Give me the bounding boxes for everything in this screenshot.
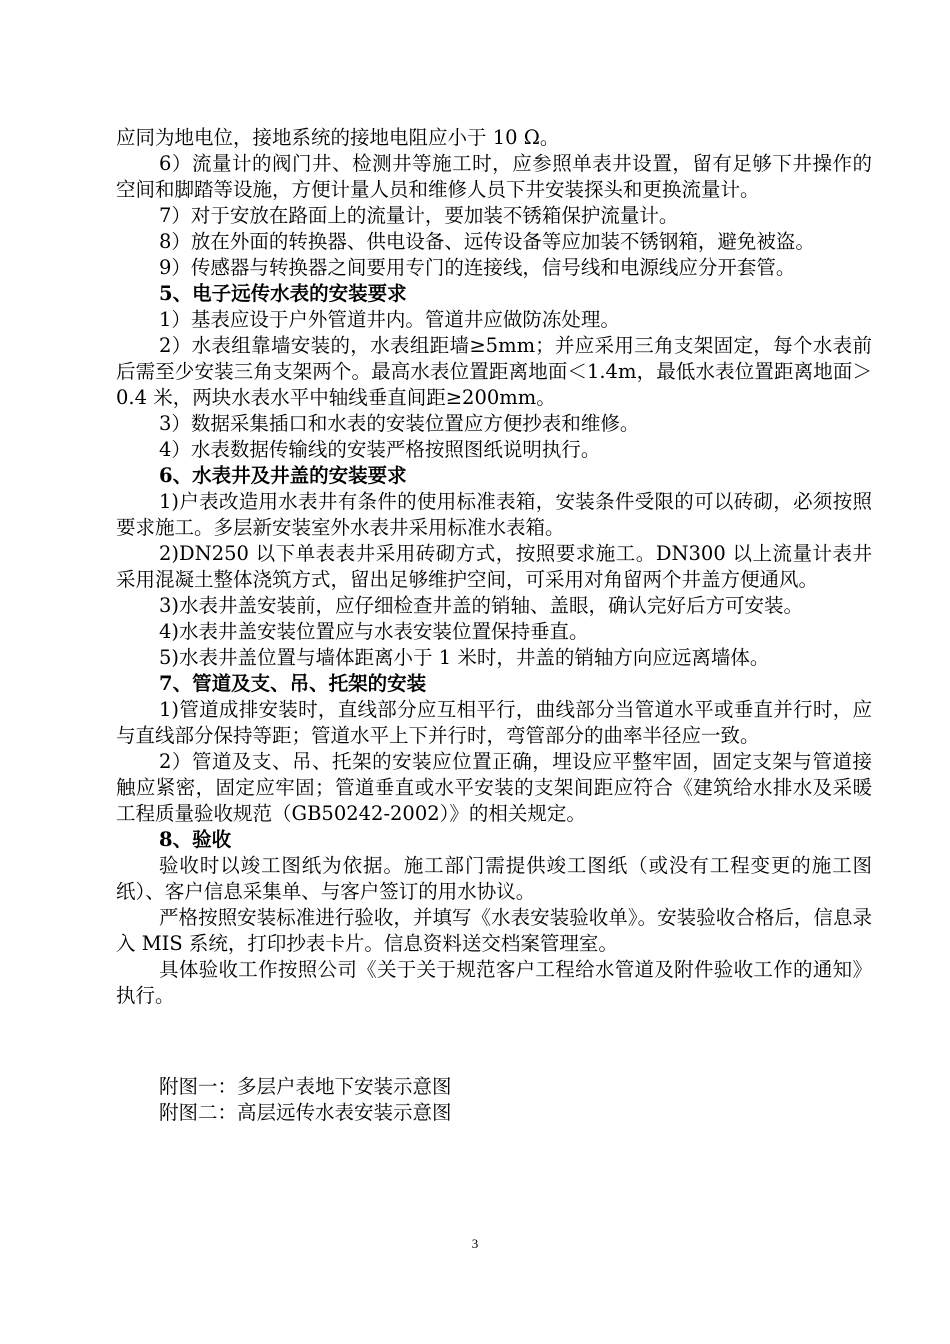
paragraph: 7）对于安放在路面上的流量计，要加装不锈箱保护流量计。: [159, 204, 679, 227]
blank-line: [116, 1029, 872, 1055]
paragraph: 3）数据采集插口和水表的安装位置应方便抄表和维修。: [159, 412, 640, 435]
paragraph: 4)水表井盖安装位置应与水表安装位置保持垂直。: [159, 620, 589, 643]
page-number: 3: [471, 1236, 479, 1251]
paragraph: 验收时以竣工图纸为依据。施工部门需提供竣工图纸（或没有工程变更的施工图纸）、客户信息采集单、与客户签订的用水协议。: [116, 854, 872, 903]
paragraph: 6）流量计的阀门井、检测井等施工时，应参照单表井设置，留有足够下井操作的空间和脚踏等设施，方便计量人员和维修人员下井安装探头和更换流量计。: [116, 152, 872, 201]
paragraph: 2)DN250 以下单表表井采用砖砌方式，按照要求施工。DN300 以上流量计表井采用混凝土整体浇筑方式，留出足够维护空间，可采用对角留两个井盖方便通风。: [116, 542, 872, 591]
section-heading: 8、验收: [159, 828, 232, 851]
paragraph: 5)水表井盖位置与墙体距离小于 1 米时，井盖的销轴方向应远离墙体。: [159, 646, 770, 669]
paragraph: 1）基表应设于户外管道井内。管道井应做防冻处理。: [159, 308, 620, 331]
paragraph: 4）水表数据传输线的安装严格按照图纸说明执行。: [159, 438, 601, 461]
paragraph: 1)管道成排安装时，直线部分应互相平行，曲线部分当管道水平或垂直并行时，应与直线部分保持等距；管道水平上下并行时，弯管部分的曲率半径应一致。: [116, 698, 872, 747]
paragraph: 1)户表改造用水表井有条件的使用标准表箱，安装条件受限的可以砖砌，必须按照要求施工。多层新安装室外水表井采用标准水表箱。: [116, 490, 872, 539]
paragraph: 具体验收工作按照公司《关于关于规范客户工程给水管道及附件验收工作的通知》执行。: [116, 958, 872, 1007]
paragraph: 附图一：多层户表地下安装示意图: [159, 1075, 452, 1098]
document-body: [116, 125, 872, 1126]
section-heading: 7、管道及支、吊、托架的安装: [159, 672, 427, 695]
paragraph: 严格按照安装标准进行验收，并填写《水表安装验收单》。安装验收合格后，信息录入 MIS 系统，打印抄表卡片。信息资料送交档案管理室。: [116, 906, 872, 955]
paragraph: 8）放在外面的转换器、供电设备、远传设备等应加装不锈钢箱，避免被盗。: [159, 230, 815, 253]
paragraph: 9）传感器与转换器之间要用专门的连接线，信号线和电源线应分开套管。: [159, 256, 796, 279]
paragraph: 附图二：高层远传水表安装示意图: [159, 1101, 452, 1124]
section-heading: 6、水表井及井盖的安装要求: [159, 464, 407, 487]
section-heading: 5、电子远传水表的安装要求: [159, 282, 407, 305]
paragraph: 2）管道及支、吊、托架的安装应位置正确，埋设应平整牢固，固定支架与管道接触应紧密，固定应牢固；管道垂直或水平安装的支架间距应符合《建筑给水排水及采暖工程质量验收规范（GB50242-2002）》的相关规定。: [116, 750, 872, 825]
paragraph: 3)水表井盖安装前，应仔细检查井盖的销轴、盖眼，确认完好后方可安装。: [159, 594, 804, 617]
paragraph: 应同为地电位，接地系统的接地电阻应小于 10 Ω。: [116, 126, 560, 149]
paragraph: 2）水表组靠墙安装的，水表组距墙≥5mm；并应采用三角支架固定，每个水表前后需至少安装三角支架两个。最高水表位置距离地面＜1.4m，最低水表位置距离地面＞0.4 米，两块水表水平中轴线垂直间距≥200mm。: [116, 334, 872, 409]
